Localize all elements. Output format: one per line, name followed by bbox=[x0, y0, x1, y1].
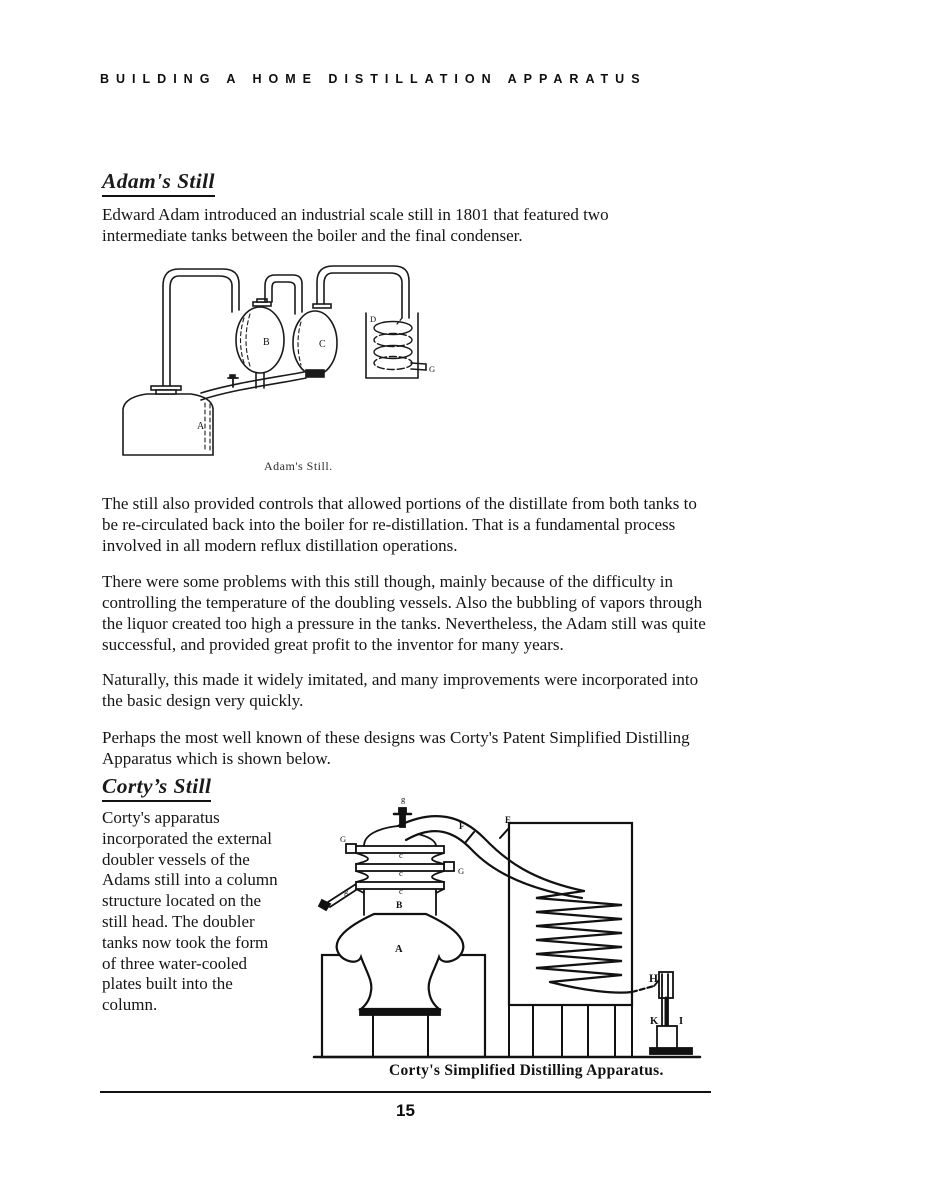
label-receiver-k: K bbox=[650, 1016, 659, 1027]
tank-c-shape bbox=[293, 311, 337, 375]
tank-b-shape bbox=[236, 307, 284, 373]
paragraph-corty-intro: Perhaps the most well known of these designs was Corty's Patent Simplified Distilling Apparatus which is shown below. bbox=[102, 728, 690, 768]
page-number: 15 bbox=[396, 1101, 415, 1120]
paragraph-problems: There were some problems with this still though, mainly because of the difficulty in controlling the temperature of the doubling vessels. Also the bubbling of vapors through the liquor created too high a pressure in the tanks. Nevertheless, the Adam still was quite successful, and provided great profit to the inventor for many years. bbox=[102, 572, 706, 654]
figure-caption-cortys: Corty's Simplified Distilling Apparatus. bbox=[389, 1062, 664, 1079]
label-receiver-i: I bbox=[679, 1016, 684, 1027]
adams-still-illustration bbox=[113, 256, 465, 456]
label-outlet-h: H bbox=[649, 973, 658, 985]
section-heading-adams-still: Adam's Still bbox=[102, 169, 215, 197]
label-pot-a: A bbox=[395, 944, 403, 955]
label-coil-d: D bbox=[370, 314, 377, 324]
label-boiler-a: A bbox=[197, 421, 205, 432]
label-tank-c: C bbox=[319, 339, 326, 350]
label-plate-right-g: G bbox=[458, 866, 465, 876]
section-heading-cortys-still: Corty’s Still bbox=[102, 774, 211, 802]
label-outlet-g: G bbox=[429, 364, 436, 374]
label-plate-left-g: G bbox=[340, 834, 347, 844]
label-tap-f: F bbox=[459, 821, 465, 831]
label-tap-e: E bbox=[505, 815, 512, 825]
paragraph-recirculation: The still also provided controls that allowed portions of the distillate from both tanks to be re-circulated back into the boiler for re-distillation. That is a fundamental process involved in all modern reflux distillation operations. bbox=[102, 494, 697, 555]
figure-caption-adams: Adam's Still. bbox=[264, 459, 333, 473]
label-column-base-b: B bbox=[396, 901, 403, 911]
paragraph-imitated: Naturally, this made it widely imitated, and many improvements were incorporated into the basic design very quickly. bbox=[102, 670, 699, 710]
label-drain-g: g bbox=[344, 886, 349, 896]
label-c1: c bbox=[399, 850, 403, 860]
label-c3: c bbox=[399, 886, 403, 896]
book-title-header: BUILDING A HOME DISTILLATION APPARATUS bbox=[100, 72, 647, 86]
footer-divider bbox=[100, 1091, 711, 1093]
label-c2: c bbox=[399, 868, 403, 878]
paragraph-cortys-description: Corty's apparatus incorporated the external doubler vessels of the Adams still into a column structure located on the still head. The doubler tanks now took the form of three water-cooled plates built into the column. bbox=[102, 808, 278, 1015]
paragraph-adams-intro: Edward Adam introduced an industrial scale still in 1801 that featured two intermediate tanks between the boiler and the final condenser. bbox=[102, 205, 609, 245]
label-top-valve: g bbox=[401, 794, 406, 804]
label-tank-b: B bbox=[263, 337, 270, 348]
cortys-still-illustration bbox=[300, 788, 705, 1060]
